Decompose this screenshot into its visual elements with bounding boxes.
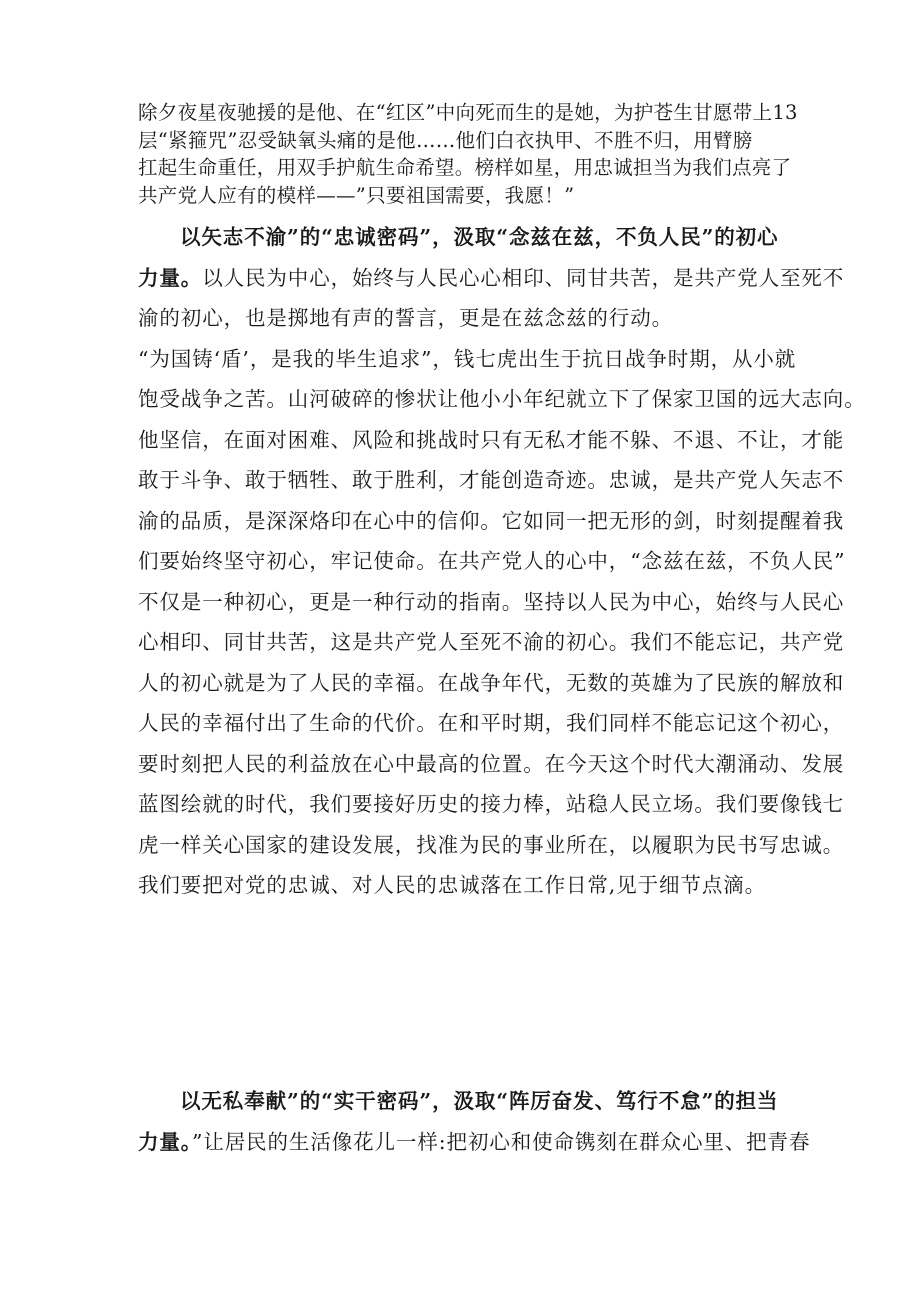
intro-paragraph: [138, 99, 806, 209]
intro-line: 共产党人应有的模样——”只要祖国需要，我愿！”: [138, 183, 575, 207]
section-2-heading-line-2: [138, 1122, 811, 1163]
intro-line: 层“紧箍咒”忍受缺氧头痛的是他……他们白衣执甲、不胜不归，用臂膀: [138, 128, 753, 152]
body-line: 虎一样关心国家的建设发展，找准为民的事业所在，以履职为民书写忠诚。: [138, 832, 845, 857]
body-line: 不仅是一种初心，更是一种行动的指南。坚持以人民为中心，始终与人民心: [138, 589, 845, 614]
body-line: “为国铸‘盾’，是我的毕生追求”，钱七虎出生于抗日战争时期，从小就: [138, 346, 797, 371]
body-line: 人的初心就是为了人民的幸福。在战争年代，无数的英雄为了民族的解放和: [138, 670, 845, 695]
body-line: 心相印、同甘共苦，这是共产党人至死不渝的初心。我们不能忘记，共产党: [138, 630, 845, 654]
body-line: 我们要把对党的忠诚、对人民的忠诚落在工作日常,见于细节点滴。: [138, 873, 767, 897]
section-dedication: [138, 1081, 811, 1162]
section-1-heading-line-3: 渝的初心，也是掷地有声的誓言，更是在兹念兹的行动。: [138, 306, 673, 330]
section-1-body: [138, 339, 866, 906]
body-line: 渝的品质，是深深烙印在心中的信仰。它如同一把无形的剑，时刻提醒着我: [138, 508, 845, 533]
section-1-heading-line-2: [138, 258, 845, 299]
intro-line: 扛起生命重任，用双手护航生命希望。榜样如星，用忠诚担当为我们点亮了: [138, 156, 792, 179]
intro-line: 除夕夜星夜驰援的是他、在“红区”中向死而生的是她，为护苍生甘愿带上13: [138, 101, 798, 124]
section-1-heading-rest: 以人民为中心，始终与人民心心相印、同甘共苦，是共产党人至死不: [202, 265, 845, 290]
body-line: 敢于斗争、敢于牺牲、敢于胜利，才能创造奇迹。忠诚，是共产党人矢志不: [138, 468, 845, 492]
section-1-heading-bold: 力量。: [138, 265, 203, 290]
body-line: 们要始终坚守初心，牢记使命。在共产党人的心中，“念兹在兹，不负人民”: [138, 549, 846, 573]
body-line: 蓝图绘就的时代，我们要接好历史的接力棒，站稳人民立场。我们要像钱七: [138, 792, 845, 816]
section-2-heading-line-1: 以无私奉献”的“实干密码”，汲取“阵厉奋发、笃行不怠”的担当: [180, 1089, 779, 1113]
body-line: 要时刻把人民的利益放在心中最高的位置。在今天这个时代大潮涌动、发展: [138, 751, 845, 776]
section-2-heading-rest: ”让居民的生活像花儿一样:把初心和使命镌刻在群众心里、把青春: [191, 1129, 811, 1154]
body-line: 人民的幸福付出了生命的代价。在和平时期，我们同样不能忘记这个初心，: [138, 711, 845, 735]
body-line: 饱受战争之苦。山河破碎的惨状让他小小年纪就立下了保家卫国的远大志向。: [138, 387, 866, 411]
section-2-heading-bold: 力量。: [138, 1129, 192, 1154]
section-loyalty: [138, 217, 866, 906]
body-line: 他坚信，在面对困难、风险和挑战时只有无私才能不躲、不退、不让，才能: [138, 427, 845, 452]
section-1-heading-line-1: 以矢志不渝”的“忠诚密码”，汲取“念兹在兹，不负人民”的初心: [180, 225, 779, 249]
